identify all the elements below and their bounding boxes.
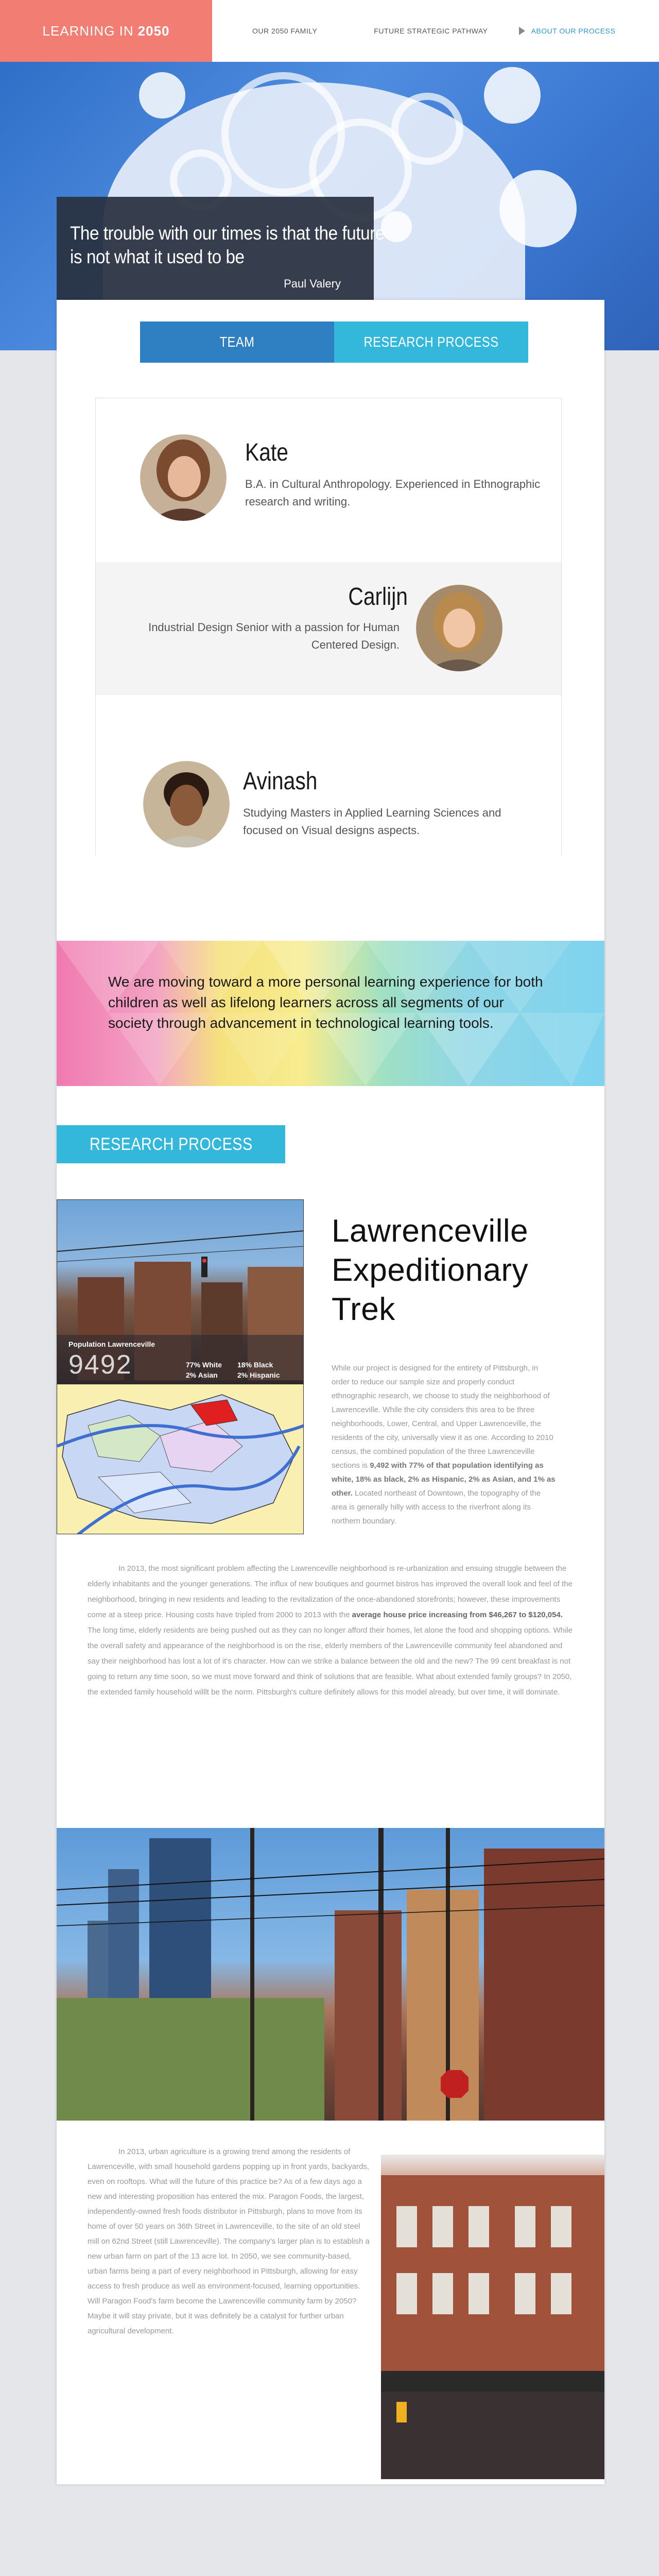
team-member-carlijn (96, 562, 561, 695)
nav-about-our-process[interactable] (519, 27, 616, 35)
population-label: Population Lawrenceville (68, 1340, 155, 1348)
clock-icon (381, 211, 412, 242)
gear-icon (391, 93, 463, 165)
population-stats (57, 1335, 304, 1384)
stat-white: 77% White (186, 1361, 222, 1369)
member-name: Avinash (243, 768, 318, 795)
lawrenceville-figure (57, 1199, 304, 1534)
neighborhood-map (57, 1384, 304, 1534)
globe-icon (484, 67, 541, 124)
content-panel (57, 300, 604, 2484)
site-header (0, 0, 659, 62)
reurbanization-paragraph (88, 1561, 574, 1700)
para-part-2: The long time, elderly residents are being pushed out as they can no longer afford their homes, let alone the food and shopping options. While the overall safety and appearance of the neighborhood is on the rise, elderly members of the Lawrenceville community feel abandoned and say their neighborhood has lost a lot of it's character. How can we strike a balance between the old and the new? The 99 cent breakfast is not going to return any time soon, so we must move forward and think of solutions that are feasible. What about extended family groups? In 2050, the extended family household willlt be the norm. Pittsburgh's culture definitely allows for this model already, but over time, it will dominate. (88, 1626, 573, 1697)
team-member-kate (96, 398, 561, 531)
main-nav (252, 27, 615, 35)
member-name: Carlijn (348, 583, 408, 611)
sports-icon (499, 170, 577, 247)
avatar (140, 434, 227, 521)
trek-title: Lawrenceville Expeditionary Trek (332, 1213, 529, 1327)
avatar (416, 585, 502, 671)
research-banner-label: RESEARCH PROCESS (89, 1134, 253, 1154)
lawrenceville-street-photo (57, 1828, 604, 2121)
telescope-icon (139, 72, 185, 118)
stat-asian: 2% Asian (186, 1371, 218, 1379)
member-name: Kate (245, 439, 288, 466)
mission-statement: We are moving toward a more personal learning experience for both children as well as lifelong learners across all segments of our society through advancement in technological learning tools. (108, 974, 543, 1031)
hero-quote: The trouble with our times is that the future is not what it used to be (70, 223, 385, 267)
member-description: B.A. in Cultural Anthropology. Experienced in Ethnographic research and writing. (245, 478, 541, 508)
member-description: Studying Masters in Applied Learning Sciences and focused on Visual designs aspects. (243, 806, 501, 837)
trek-body-part-2: Located northeast of Downtown, the topography of the area is generally hilly with access to the riverfront along its northern boundary. (332, 1489, 541, 1526)
population-value: 9492 (68, 1350, 132, 1380)
para-bold: average house price increasing from $46,267 to $120,054. (352, 1611, 563, 1619)
team-card (95, 398, 562, 855)
tab-team[interactable] (140, 321, 334, 363)
nav-about-label: ABOUT OUR PROCESS (531, 27, 616, 35)
nav-our-2050-family[interactable]: OUR 2050 FAMILY (252, 27, 318, 35)
trek-body-part-1: While our project is designed for the entirety of Pittsburgh, in order to reduce our sample size and properly conduct ethnographic research, we choose to study the neighborhood of Lawrenceville. While the city considers this area to be three neighborhoods, Lower, Central, and Upper Lawrenceville, the residents of the city, universally view it as one. According to 2010 census, the combined population of the three Lawrenceville sections is (332, 1364, 553, 1470)
logo-year: 2050 (137, 23, 170, 39)
stat-hispanic: 2% Hispanic (237, 1371, 280, 1379)
trek-body (332, 1361, 558, 1528)
corner-building-photo (381, 2155, 604, 2479)
avatar (143, 761, 230, 848)
mission-banner (57, 941, 604, 1086)
site-logo[interactable] (0, 0, 212, 62)
tab-team-label: TEAM (219, 334, 255, 350)
play-icon (519, 27, 525, 35)
nav-future-strategic-pathway[interactable]: FUTURE STRATEGIC PATHWAY (374, 27, 488, 35)
team-member-avinash (96, 728, 561, 861)
para-part-1: In 2013, the most significant problem affecting the Lawrenceville neighborhood is re-urbanization and ensuing struggle between the elderly inhabitants and the younger generations. The influx of new boutiques and gourmet bistros has improved the overall look and feel of the neighborhood, bringing in new residents and leading to the revitalization of the once-abandoned storefronts; however, these improvements come at a steep price. Housing costs have tripled from 2000 to 2013 with the (88, 1564, 573, 1619)
research-process-banner (57, 1125, 285, 1163)
tab-research-label: RESEARCH PROCESS (363, 334, 499, 350)
urban-agriculture-paragraph: In 2013, urban agriculture is a growing trend among the residents of Lawrenceville, with small household gardens popping up in front yards, backyards, even on rooftops. What will the future of this practice be? As of a few days ago a new and interesting proposition has entered the mix. Paragon Foods, the largest, independently-owned fresh foods distributor in Pittsburgh, plans to move from its home of over 50 years on 36th Street in Lawrenceville, to the site of an old steel mill on 62nd Street (still Lawrenceville). The company's larger plan is to establish a new urban farm on part of the 13 acre lot. In 2050, we see community-based, urban farms being a part of every neighborhood in Pittsburgh, allowing for easy access to fresh produce as well as environment-focused, learning opportunities. Will Paragon Food's farm become the Lawrenceville community farm by 2050? Maybe it will stay private, but it was definitely be a catalyst for further urban agricultural development. (88, 2147, 370, 2335)
trek-body-bold: 9,492 with 77% of that population identifying as white, 18% as black, 2% as Hispanic, 2% as Asian, and 1% as other. (332, 1461, 556, 1498)
stat-black: 18% Black (237, 1361, 273, 1369)
section-tabs (140, 321, 528, 363)
quote-author: Paul Valery (284, 277, 341, 290)
member-description: Industrial Design Senior with a passion for Human Centered Design. (148, 621, 400, 651)
tab-research-process[interactable] (334, 321, 528, 363)
logo-text: LEARNING IN (42, 23, 134, 39)
